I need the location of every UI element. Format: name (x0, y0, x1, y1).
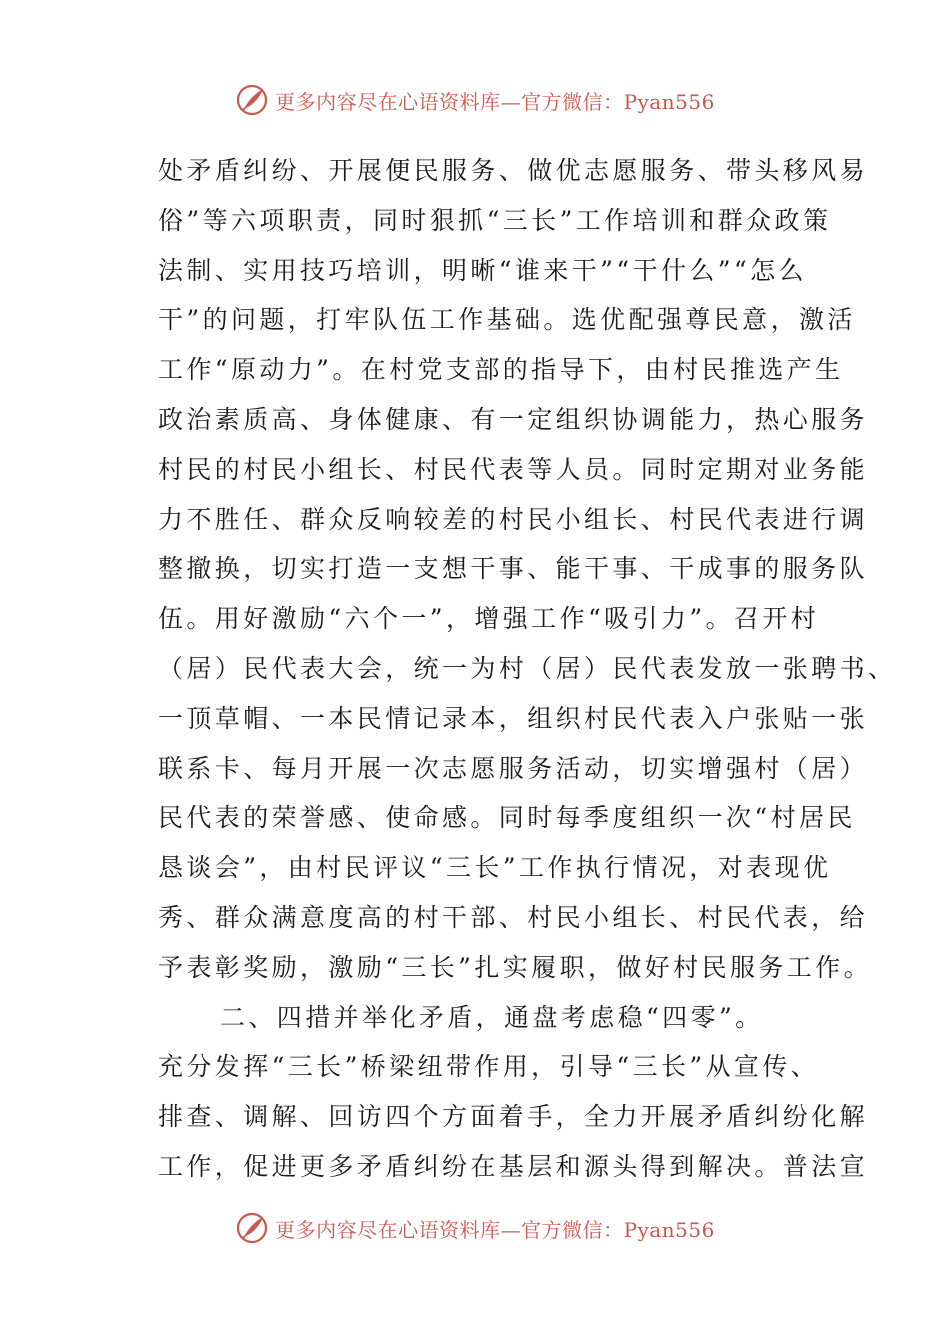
body-line: 干”的问题，打牢队伍工作基础。选优配强尊民意，激活 (158, 305, 856, 335)
body-line: 秀、群众满意度高的村干部、村民小组长、村民代表，给 (158, 902, 869, 932)
body-line: 法制、实用技巧培训，明晰“谁来干”“干什么”“怎么 (158, 255, 807, 285)
body-line: 俗”等六项职责，同时狠抓“三长”工作培训和群众政策 (158, 205, 832, 235)
body-line: 伍。用好激励“六个一”，增强工作“吸引力”。召开村 (158, 604, 820, 634)
header-banner (0, 80, 950, 120)
body-line: 处矛盾纠纷、开展便民服务、做优志愿服务、带头移风易 (158, 156, 869, 185)
body-line: 恳谈会”，由村民评议“三长”工作执行情况，对表现优 (158, 853, 832, 883)
body-line: （居）民代表大会，统一为村（居）民代表发放一张聘书、 (158, 653, 897, 683)
body-line: 工作“原动力”。在村党支部的指导下，由村民推选产生 (158, 355, 844, 385)
body-line: 一顶草帽、一本民情记录本，组织村民代表入户张贴一张 (158, 703, 869, 733)
body-line: 联系卡、每月开展一次志愿服务活动，切实增强村（居） (158, 753, 869, 783)
body-line: 力不胜任、群众反响较差的村民小组长、村民代表进行调 (158, 504, 869, 534)
body-line: 排查、调解、回访四个方面着手，全力开展矛盾纠纷化解 (158, 1102, 869, 1132)
body-line: 予表彰奖励，激励“三长”扎实履职，做好村民服务工作。 (158, 952, 872, 982)
body-line: 整撤换，切实打造一支想干事、能干事、干成事的服务队 (158, 554, 869, 584)
document-body (158, 146, 897, 1192)
header-banner-text: 更多内容尽在心语资料库—官方微信：Pyan556 (275, 89, 715, 114)
section-heading: 二、四措并举化矛盾，通盘考虑稳“四零”。 (220, 1002, 764, 1032)
footer-banner (0, 1208, 950, 1248)
body-line: 政治素质高、身体健康、有一定组织协调能力，热心服务 (158, 404, 869, 434)
footer-banner-text: 更多内容尽在心语资料库—官方微信：Pyan556 (275, 1217, 715, 1242)
body-line: 民代表的荣誉感、使命感。同时每季度组织一次“村居民 (158, 803, 856, 833)
quill-pen-icon (235, 83, 269, 117)
body-line: 村民的村民小组长、村民代表等人员。同时定期对业务能 (158, 454, 869, 484)
body-line: 工作，促进更多矛盾纠纷在基层和源头得到解决。普法宣 (158, 1151, 869, 1181)
body-line: 充分发挥“三长”桥梁纽带作用，引导“三长”从宣传、 (158, 1052, 820, 1082)
quill-pen-icon (235, 1211, 269, 1245)
